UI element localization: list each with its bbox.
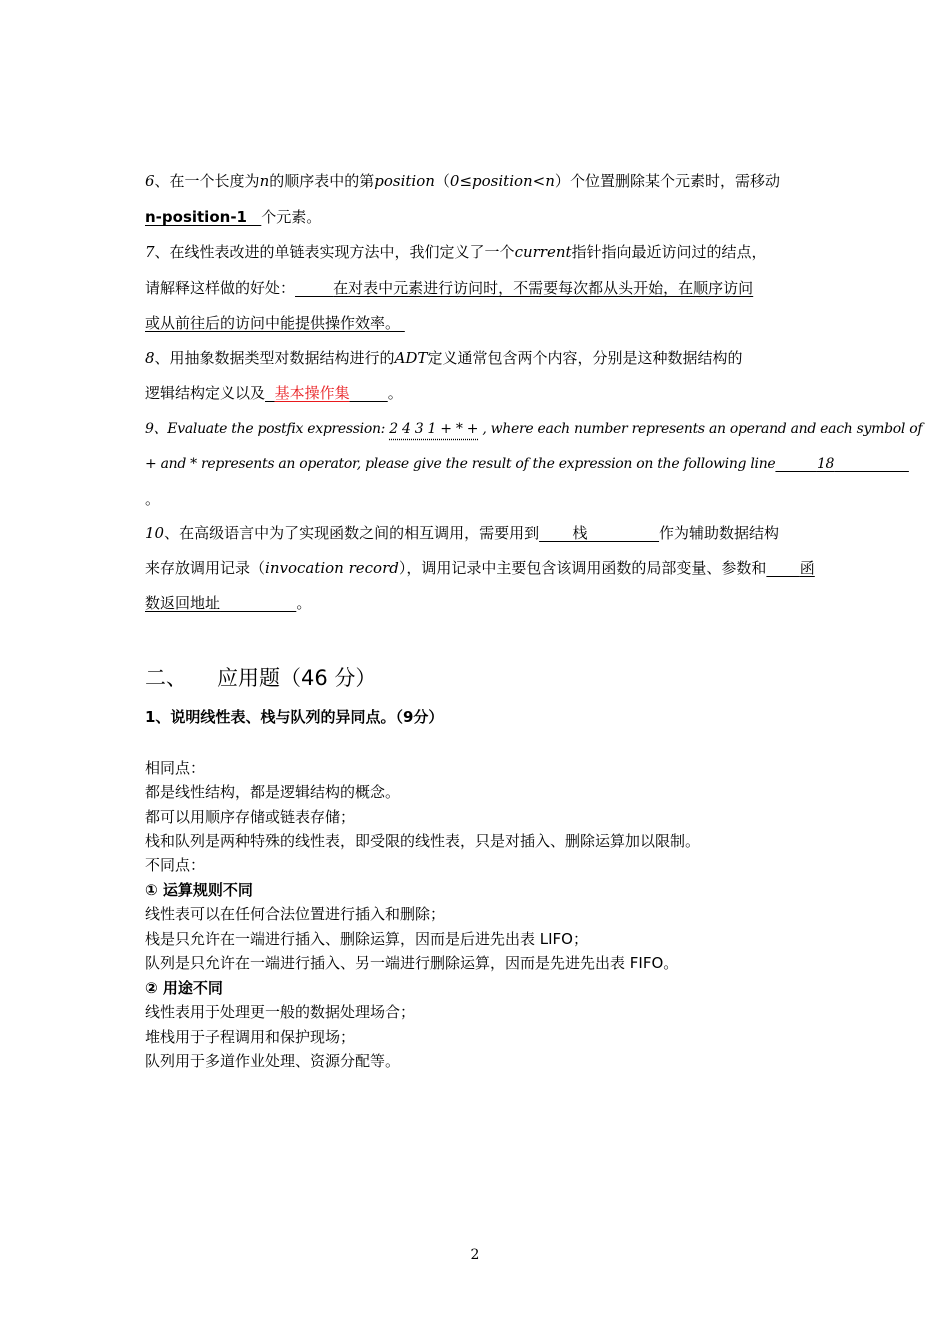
q10-line3 <box>145 592 311 614</box>
q10-text: 、在高级语言中为了实现函数之间的相互调用，需要用到 <box>164 524 540 542</box>
q9-line2-text: + and * represents an operator, please give the result of the expression on the following line <box>145 456 776 472</box>
q9-number: 9 <box>145 421 154 437</box>
a1-line-1: 都是线性结构，都是逻辑结构的概念。 <box>145 783 401 801</box>
q8-line2-prefix: 逻辑结构定义以及 <box>145 384 266 402</box>
q7-answer-line1: 在对表中元素进行访问时，不需要每次都从头开始，在顺序访问 <box>333 279 754 297</box>
q6-n: n <box>259 172 270 190</box>
q10-answer2-part1: 函 <box>799 559 815 577</box>
q9-text2: , where each number represents an operand and each symbol of <box>482 421 923 437</box>
q10-line2 <box>145 557 815 579</box>
q7-answer-line2: 或从前往后的访问中能提供操作效率。 <box>145 314 401 332</box>
a1-line-12: 队列用于多道作业处理、资源分配等。 <box>145 1052 401 1070</box>
q6-range: 0≤position<n <box>449 172 555 190</box>
q10-line2-prefix: 来存放调用记录（ <box>145 559 266 577</box>
q6-line1 <box>145 170 780 192</box>
a1-line-0: 相同点： <box>145 759 206 777</box>
q6-line2 <box>145 206 321 228</box>
a1-line-11: 堆栈用于子程调用和保护现场； <box>145 1028 356 1046</box>
q8-adt: ADT <box>394 349 428 367</box>
q10-line1 <box>145 522 779 544</box>
q9-period: 。 <box>145 490 161 508</box>
q8-line2 <box>145 382 403 404</box>
q8-answer: 基本操作集 <box>274 384 350 402</box>
a1-line-10: 线性表用于处理更一般的数据处理场合； <box>145 1003 416 1021</box>
q7-line1 <box>145 241 767 263</box>
q6-text-post: 个位置删除某个元素时，需移动 <box>569 172 780 190</box>
q9-line1 <box>145 418 922 440</box>
q7-text-post: 指针指向最近访问过的结点， <box>571 243 767 261</box>
q6-paren-open: （ <box>434 172 450 190</box>
q9-line3 <box>145 488 160 510</box>
q10-answer1: 栈 <box>572 524 588 542</box>
q10-text-post: 作为辅助数据结构 <box>659 524 780 542</box>
q8-text: 、用抽象数据类型对数据结构进行的 <box>154 349 395 367</box>
page-number: 2 <box>470 1247 480 1263</box>
a1-line-3: 栈和队列是两种特殊的线性表，即受限的线性表，只是对插入、删除运算加以限制。 <box>145 832 701 850</box>
q7-line2-prefix: 请解释这样做的好处： <box>145 279 296 297</box>
a1-line-4: 不同点： <box>145 856 206 874</box>
q10-answer2-part2: 数返回地址 <box>145 594 221 612</box>
q9-answer: 18 <box>816 456 835 472</box>
q6-position: position <box>374 172 435 190</box>
a1-question-text: 1、说明线性表、栈与队列的异同点。（9分） <box>145 708 444 726</box>
q9-line2 <box>145 453 909 475</box>
q8-tail: 。 <box>387 384 403 402</box>
q7-number: 7 <box>145 243 155 261</box>
q6-number: 6 <box>145 172 155 190</box>
q9-text1: 、Evaluate the postfix expression: <box>153 421 386 437</box>
a1-line-2: 都可以用顺序存储或链表存储； <box>145 808 356 826</box>
q8-text-post: 定义通常包含两个内容，分别是这种数据结构的 <box>427 349 743 367</box>
q10-tail: 。 <box>296 594 312 612</box>
a1-line-8: 队列是只允许在一端进行插入、另一端进行删除运算，因而是先进先出表 FIFO。 <box>145 954 679 972</box>
q6-text-mid: 的顺序表中的第 <box>269 172 375 190</box>
q7-text: 、在线性表改进的单链表实现方法中，我们定义了一个 <box>154 243 515 261</box>
q6-paren-close: ） <box>554 172 570 190</box>
section2-number: 二、 <box>145 666 187 690</box>
q8-number: 8 <box>145 349 155 367</box>
section2-title: 应用题（46 分） <box>217 666 377 690</box>
q6-text: 、在一个长度为 <box>154 172 260 190</box>
q8-line1 <box>145 347 742 369</box>
q7-current: current <box>514 243 572 261</box>
a1-line-9: ② 用途不同 <box>145 979 223 997</box>
q6-tail: 个元素。 <box>261 208 322 226</box>
a1-line-5: ① 运算规则不同 <box>145 881 253 899</box>
q7-line2 <box>145 277 753 299</box>
q7-line3 <box>145 312 405 334</box>
section2-heading <box>145 664 376 692</box>
q9-expression: 2 4 3 1 + * + <box>389 421 479 437</box>
q10-line2-mid: ），调用记录中主要包含该调用函数的局部变量、参数和 <box>398 559 767 577</box>
a1-line-6: 线性表可以在任何合法位置进行插入和删除； <box>145 905 446 923</box>
q10-number: 10 <box>145 524 165 542</box>
q6-answer: n-position-1 <box>145 208 247 226</box>
q10-invocation: invocation record <box>265 559 399 577</box>
a1-question <box>145 706 443 728</box>
a1-line-7: 栈是只允许在一端进行插入、删除运算，因而是后进先出表 LIFO； <box>145 930 588 948</box>
